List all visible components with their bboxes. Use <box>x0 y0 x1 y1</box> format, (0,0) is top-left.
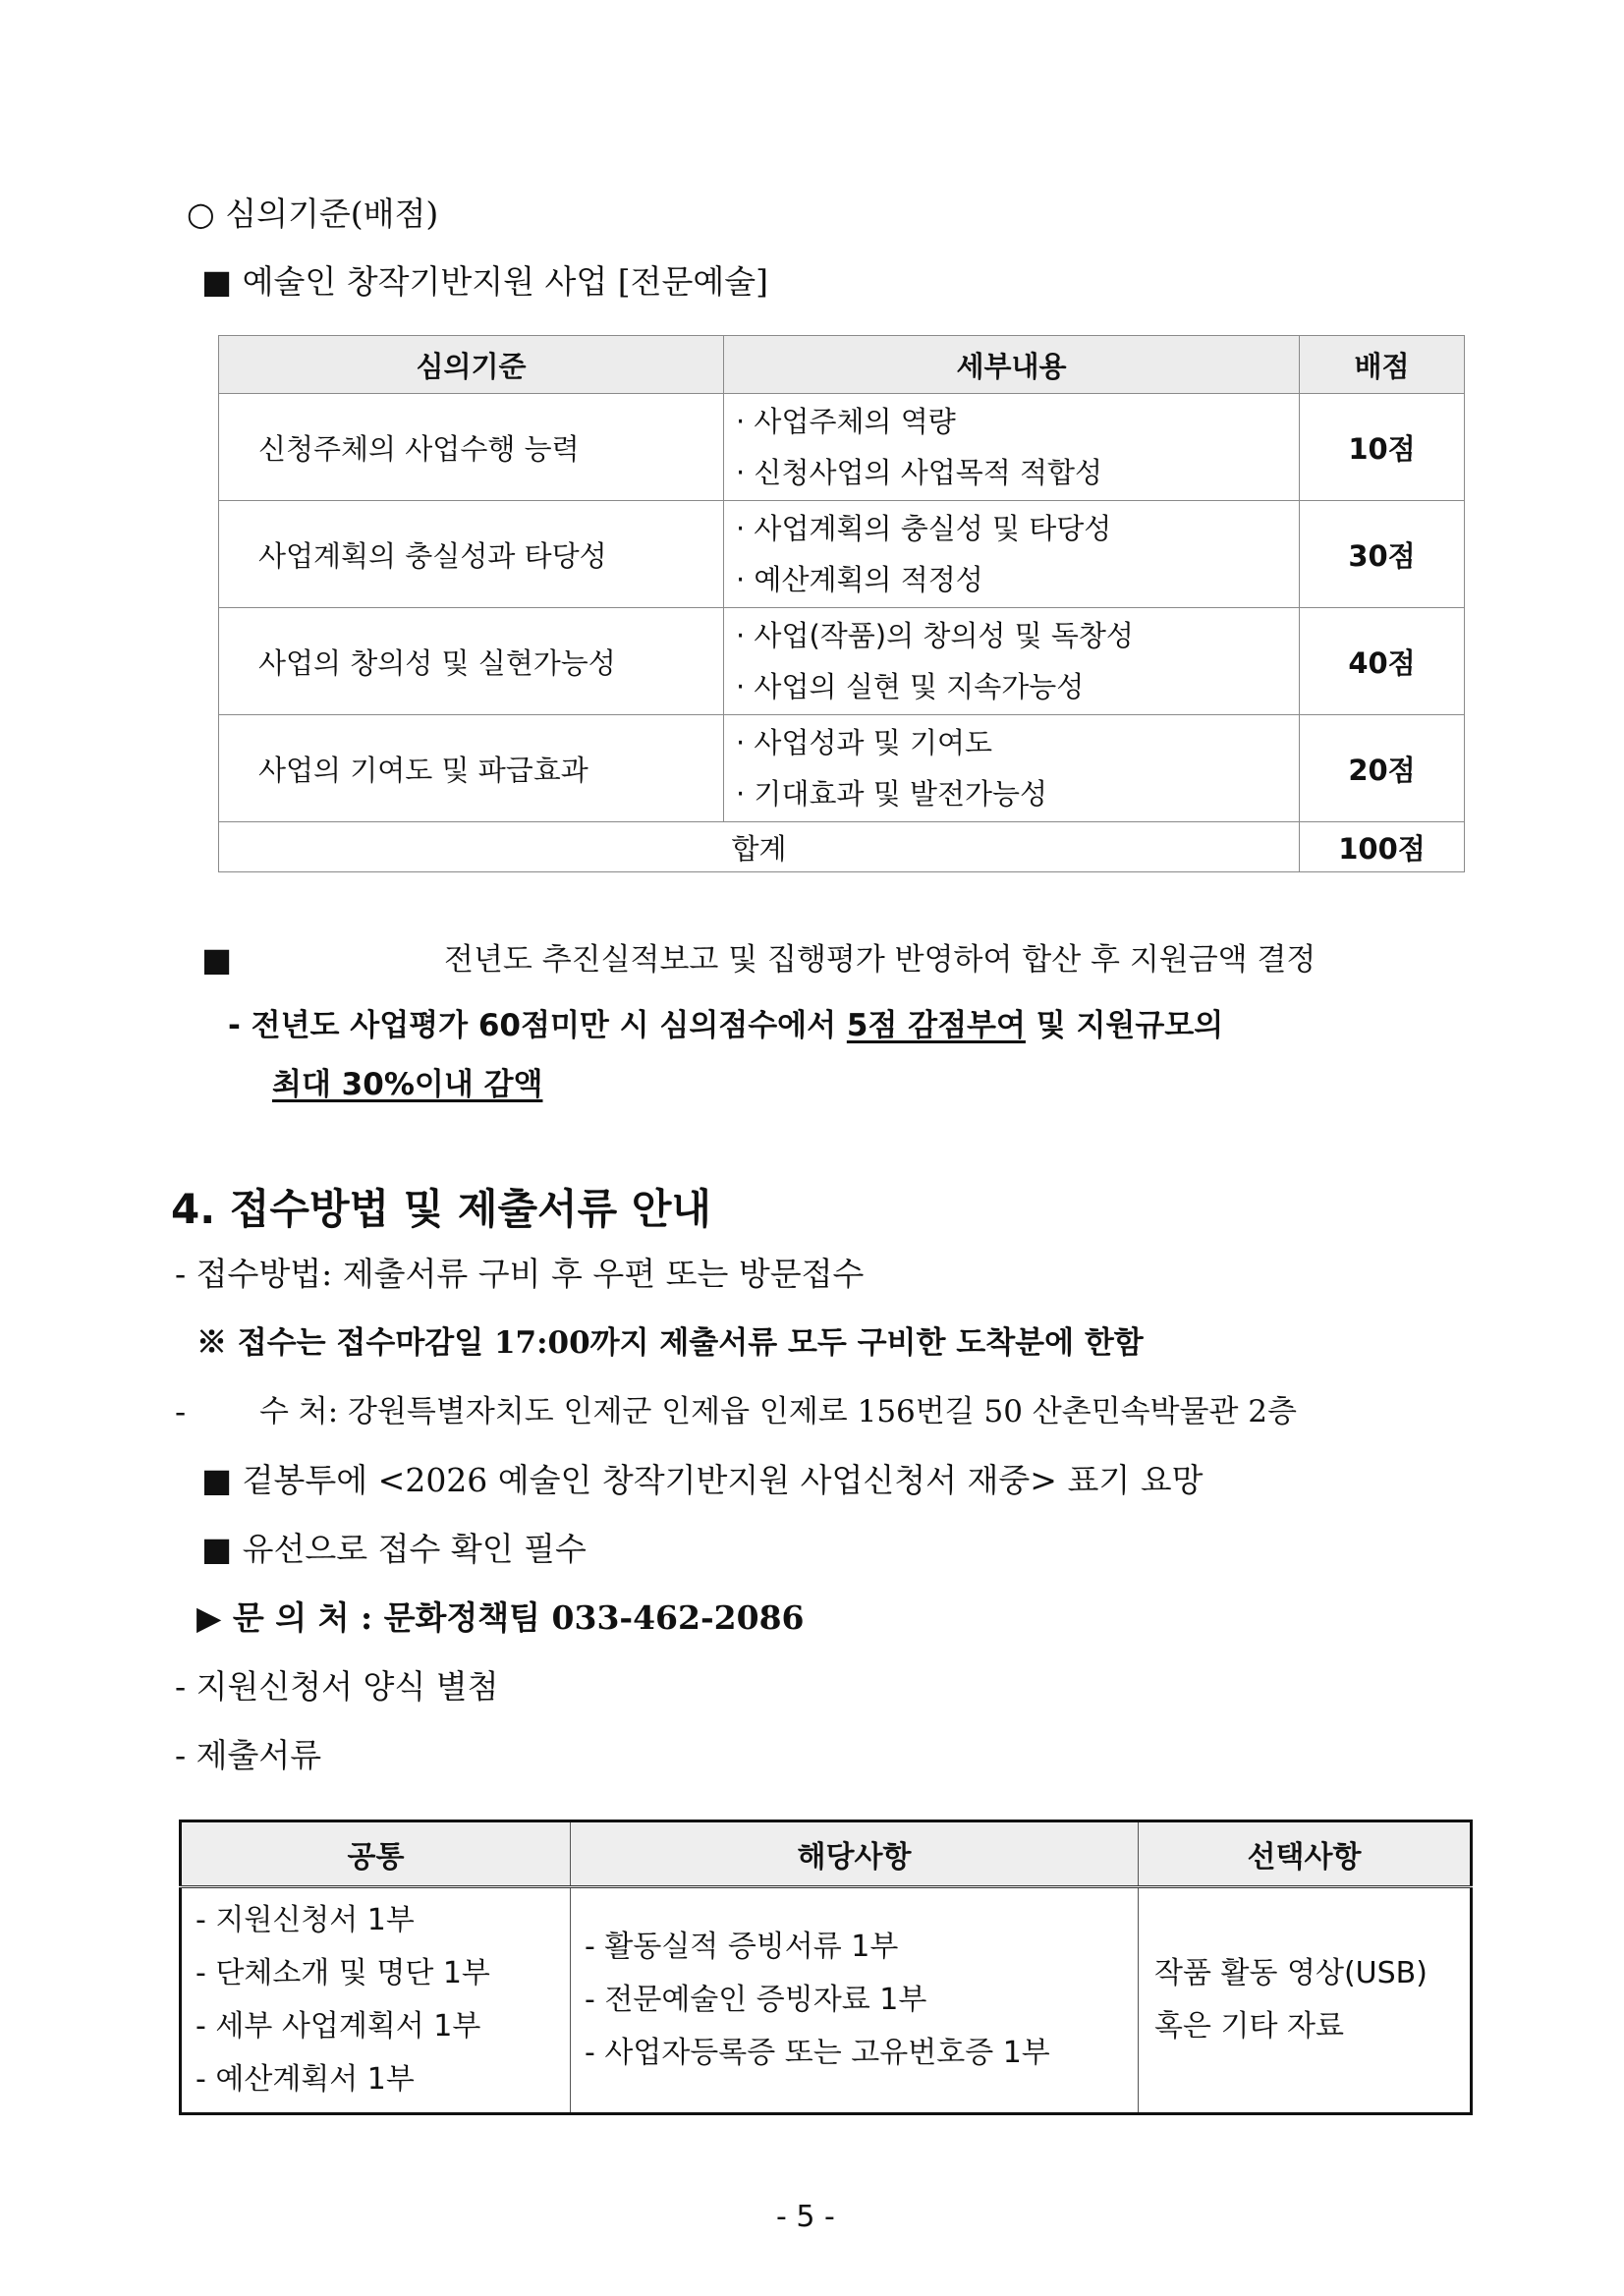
detail-item: · 사업주체의 역량 <box>736 405 956 438</box>
detail-item: · 사업성과 및 기여도 <box>736 726 992 759</box>
table-row <box>219 608 1465 715</box>
table-row <box>219 394 1465 501</box>
docs-label: - 제출서류 <box>175 1736 322 1774</box>
details-cell <box>724 608 1300 715</box>
list-item: - 세부 사업계획서 1부 <box>196 2009 481 2044</box>
header-common: 공통 <box>181 1821 571 1887</box>
penalty-underlined: 5점 감점부여 <box>846 1008 1026 1043</box>
details-cell <box>724 715 1300 822</box>
list-item: - 지원신청서 1부 <box>196 1903 415 1937</box>
points-cell: 20점 <box>1300 715 1465 822</box>
details-cell <box>724 394 1300 501</box>
address-text: 수 처: 강원특별자치도 인제군 인제읍 인제로 156번길 50 산촌민속박물관 2층 <box>259 1394 1297 1429</box>
header-criterion: 심의기준 <box>219 336 724 394</box>
docs-table-header <box>181 1821 1472 1887</box>
note-bullet: ■ <box>201 940 233 979</box>
page-number: - 5 - <box>776 2200 835 2234</box>
list-item: - 활동실적 증빙서류 1부 <box>585 1930 899 1964</box>
detail-item: · 사업계획의 충실성 및 타당성 <box>736 512 1112 545</box>
note-text: 전년도 추진실적보고 및 집행평가 반영하여 합산 후 지원금액 결정 <box>444 942 1316 978</box>
criterion-cell: 사업계획의 충실성과 타당성 <box>219 501 724 608</box>
criteria-heading: ○ 심의기준(배점) <box>187 195 439 233</box>
list-item: 혹은 기타 자료 <box>1154 2009 1344 2044</box>
detail-item: · 신청사업의 사업목적 적합성 <box>736 456 1103 489</box>
program-title: ■ 예술인 창작기반지원 사업 [전문예술] <box>201 262 769 301</box>
address-dash: - <box>175 1392 187 1430</box>
criterion-cell: 사업의 기여도 및 파급효과 <box>219 715 724 822</box>
phone-confirm-note: ■ 유선으로 접수 확인 필수 <box>201 1530 587 1568</box>
applicable-docs-cell <box>571 1887 1139 2114</box>
deadline-note: ※ 접수는 접수마감일 17:00까지 제출서류 모두 구비한 도착분에 한함 <box>196 1325 1144 1361</box>
form-note: - 지원신청서 양식 별첨 <box>175 1667 499 1706</box>
list-item: - 단체소개 및 명단 1부 <box>196 1956 490 1990</box>
penalty-suffix: 및 지원규모의 <box>1025 1008 1224 1043</box>
optional-docs-cell <box>1139 1887 1472 2114</box>
total-label: 합계 <box>219 822 1300 872</box>
detail-item: · 예산계획의 적정성 <box>736 563 983 596</box>
list-item: - 사업자등록증 또는 고유번호증 1부 <box>585 2036 1050 2070</box>
details-cell <box>724 501 1300 608</box>
detail-item: · 사업(작품)의 창의성 및 독창성 <box>736 619 1134 652</box>
detail-item: · 사업의 실현 및 지속가능성 <box>736 670 1085 703</box>
header-applicable: 해당사항 <box>571 1821 1139 1887</box>
header-details: 세부내용 <box>724 336 1300 394</box>
list-item: - 전문예술인 증빙자료 1부 <box>585 1983 927 2017</box>
criterion-cell: 사업의 창의성 및 실현가능성 <box>219 608 724 715</box>
contact-info: ▶ 문 의 처 : 문화정책팀 033-462-2086 <box>196 1598 805 1637</box>
detail-item: · 기대효과 및 발전가능성 <box>736 777 1048 811</box>
penalty-prefix: - 전년도 사업평가 60점미만 시 심의점수에서 <box>228 1008 847 1043</box>
method-line: - 접수방법: 제출서류 구비 후 우편 또는 방문접수 <box>175 1255 865 1293</box>
envelope-note: ■ 겉봉투에 <2026 예술인 창작기반지원 사업신청서 재중> 표기 요망 <box>201 1461 1204 1499</box>
docs-table <box>179 1820 1473 2115</box>
score-table-header <box>219 336 1465 394</box>
section-title: 4. 접수방법 및 제출서류 안내 <box>171 1185 711 1233</box>
common-docs-cell <box>181 1887 571 2114</box>
list-item: 작품 활동 영상(USB) <box>1154 1956 1428 1990</box>
header-optional: 선택사항 <box>1139 1821 1472 1887</box>
criterion-cell: 신청주체의 사업수행 능력 <box>219 394 724 501</box>
table-row <box>219 501 1465 608</box>
points-cell: 30점 <box>1300 501 1465 608</box>
total-points: 100점 <box>1300 822 1465 872</box>
score-table <box>218 335 1465 872</box>
total-row <box>219 822 1465 872</box>
penalty-line <box>228 1004 1223 1047</box>
penalty-line-2: 최대 30%이내 감액 <box>272 1067 543 1102</box>
header-points: 배점 <box>1300 336 1465 394</box>
table-row <box>181 1887 1472 2114</box>
points-cell: 10점 <box>1300 394 1465 501</box>
table-row <box>219 715 1465 822</box>
points-cell: 40점 <box>1300 608 1465 715</box>
list-item: - 예산계획서 1부 <box>196 2062 415 2097</box>
